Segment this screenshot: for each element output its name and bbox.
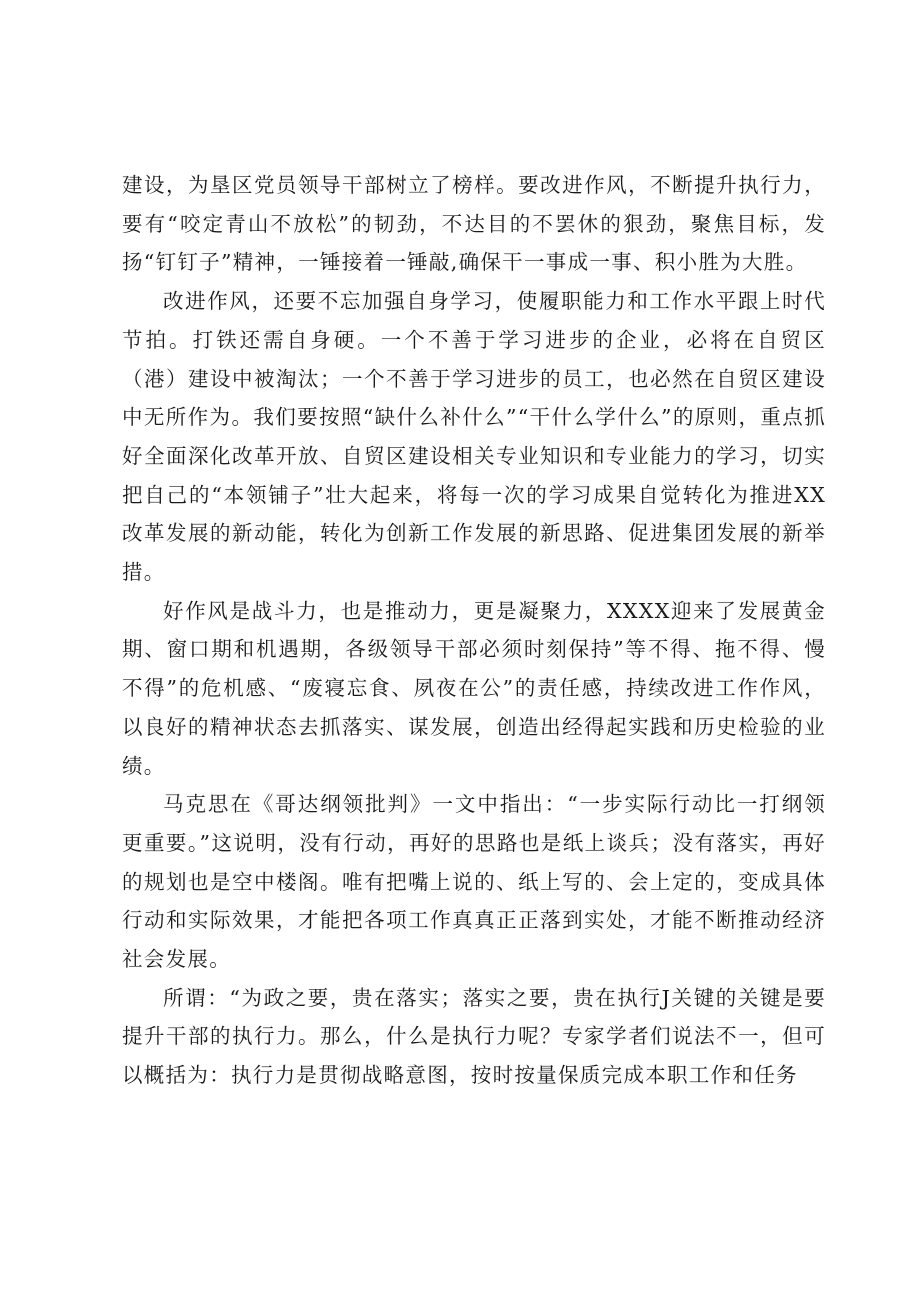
paragraph-2: 改进作风，还要不忘加强自身学习，使履职能力和工作水平跟上时代节拍。打铁还需自身硬。一个不善于学习进步的企业，必将在自贸区（港）建设中被淘汰；一个不善于学习进步的员工，也必然在自贸区建设中无所作为。我们要按照“缺什么补什么”“干什么学什么”的原则，重点抓好全面深化改革开放、自贸区建设相关专业知识和专业能力的学习，切实把自己的“本领铺子”壮大起来，将每一次的学习成果自觉转化为推进XX改革发展的新动能，转化为创新工作发展的新思路、促进集团发展的新举措。: [122, 289, 826, 585]
paragraph-3: 好作风是战斗力，也是推动力，更是凝聚力，XXXX迎来了发展黄金期、窗口期和机遇期，各级领导干部必须时刻保持”等不得、拖不得、慢不得”的危机感、“废寝忘食、夙夜在公”的责任感，持续改进工作作风，以良好的精神状态去抓落实、谋发展，创造出经得起实践和历史检验的业绩。: [122, 598, 826, 778]
body-text: [122, 166, 826, 1095]
paragraph-1: 建设，为垦区党员领导干部树立了榜样。要改进作风，不断提升执行力，要有“咬定青山不放松”的韧劲，不达目的不罢休的狠劲，聚焦目标，发扬“钉钉子”精神，一锤接着一锤敲,确保干一事成一事、积小胜为大胜。: [122, 173, 826, 275]
paragraph-5: 所谓：“为政之要，贵在落实；落实之要，贵在执行J关键的关键是要提升干部的执行力。那么，什么是执行力呢？专家学者们说法不一，但可以概括为：执行力是贯彻战略意图，按时按量保质完成本职工作和任务: [122, 985, 826, 1088]
paragraph-4: 马克思在《哥达纲领批判》一文中指出：“一步实际行动比一打纲领更重要。”这说明，没有行动，再好的思路也是纸上谈兵；没有落实，再好的规划也是空中楼阁。唯有把嘴上说的、纸上写的、会上定的，变成具体行动和实际效果，才能把各项工作真真正正落到实处，才能不断推动经济社会发展。: [122, 792, 826, 972]
